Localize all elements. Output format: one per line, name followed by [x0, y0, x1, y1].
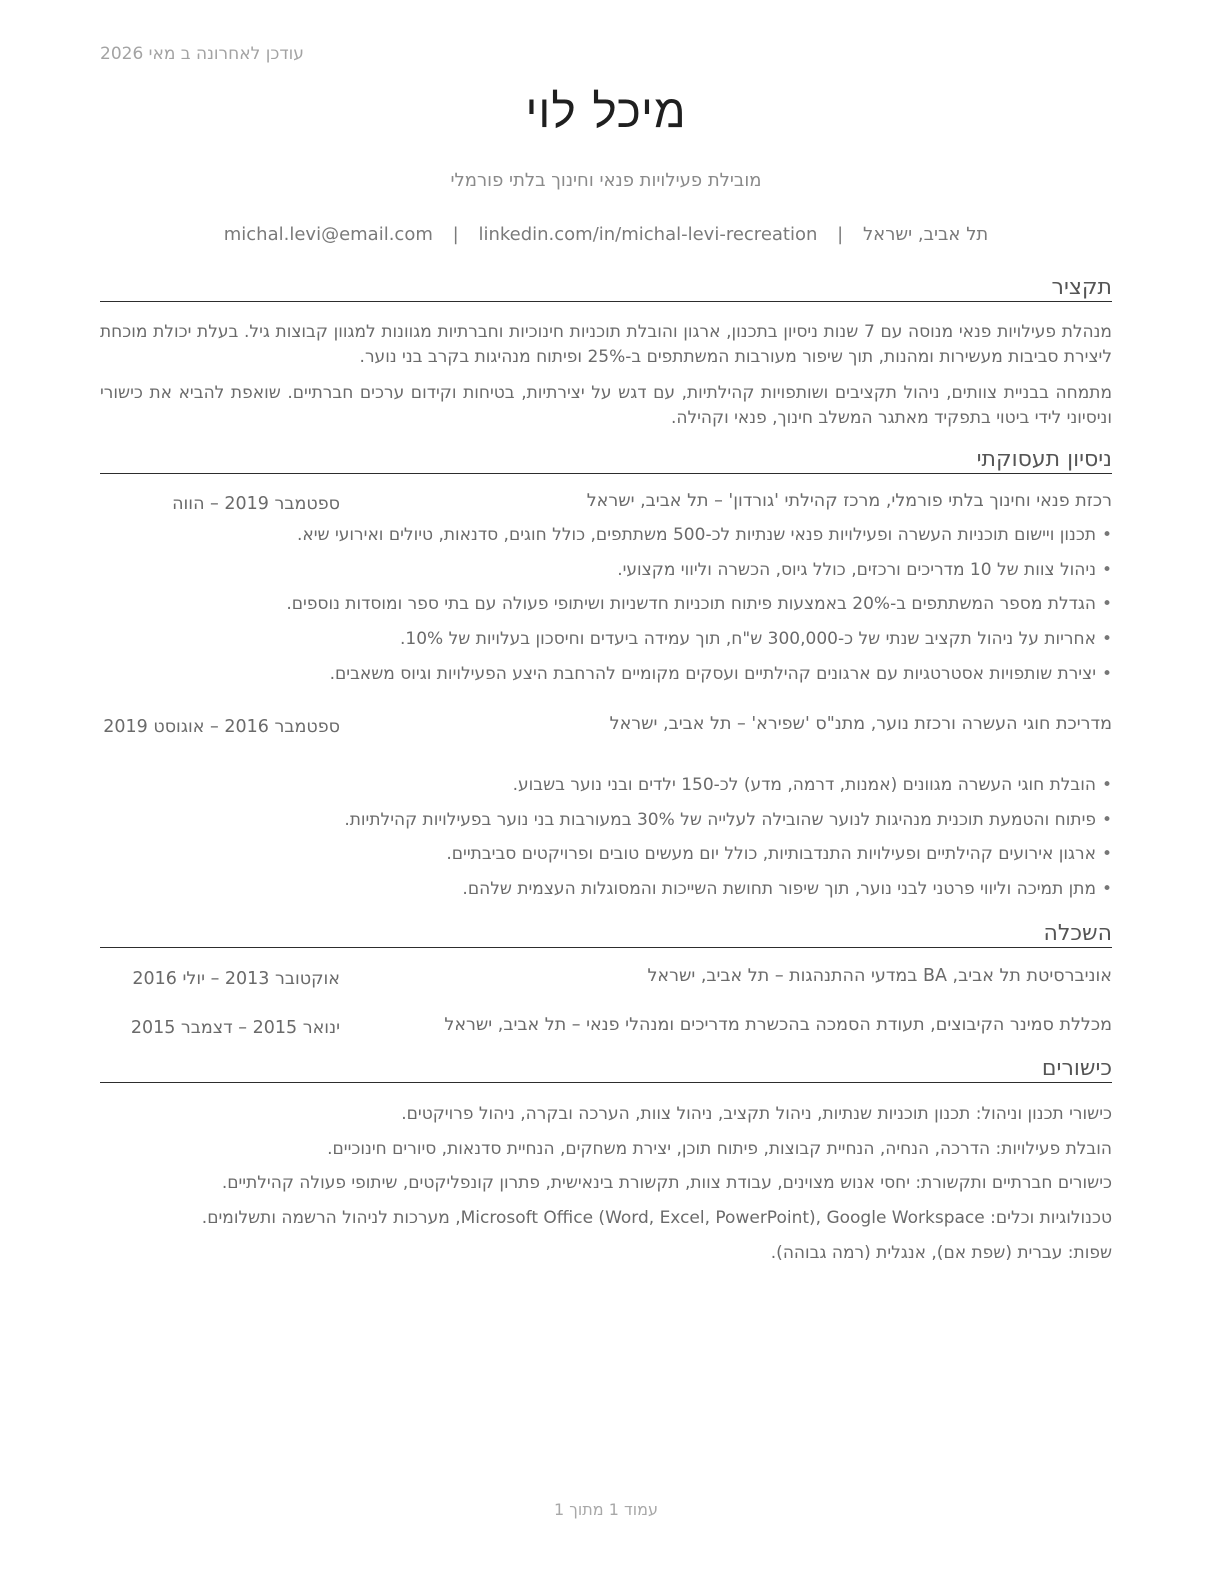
job-dates: ספטמבר 2019 – הווה [172, 494, 340, 514]
last-updated-note: עודכן לאחרונה ב מאי 2026 [100, 44, 304, 64]
candidate-title: מובילת פעילויות פנאי וחינוך בלתי פורמלי [450, 170, 762, 191]
list-item: • ארגון אירועים קהילתיים ופעילויות התנדבותיות, כולל יום מעשים טובים ופרויקטים סביבתיים. [100, 842, 1096, 877]
summary-paragraph-1: מנהלת פעילויות פנאי מנוסה עם 7 שנות ניסיון בתכנון, ארגון והובלת תוכניות חינוכיות וחברתיות מגוונות למגוון קבוצות גיל. בעלת יכולת מוכחת ליצירת סביבות מעשירות ומהנות, תוך שיפור מעורבות המשתתפים ב-25% ופיתוח מנהיגות בקרב בני נוער. [100, 322, 1112, 367]
page-number: עמוד 1 מתוך 1 [554, 1500, 658, 1519]
education-heading: השכלה [100, 921, 1112, 948]
list-item: • ניהול צוות של 10 מדריכים ורכזים, כולל גיוס, הכשרה וליווי מקצועי. [100, 558, 1096, 593]
education-institution: מכללת סמינר הקיבוצים, תעודת הסמכה בהכשרת מדריכים ומנהלי פנאי – תל אביב, ישראל [444, 1015, 1112, 1035]
list-item: • יצירת שותפויות אסטרטגיות עם ארגונים קהילתיים ועסקים מקומיים להרחבת היצע הפעילויות וגיוס משאבים. [100, 662, 1096, 697]
job-bullets [100, 773, 1112, 912]
job-dates: ספטמבר 2016 – אוגוסט 2019 [103, 717, 340, 737]
job-role: רכזת פנאי וחינוך בלתי פורמלי, מרכז קהילתי 'גורדון' – תל אביב, ישראל [586, 491, 1112, 511]
job-role: מדריכת חוגי העשרה ורכזת נוער, מתנ"ס 'שפירא' – תל אביב, ישראל [609, 714, 1112, 734]
experience-heading: ניסיון תעסוקתי [100, 447, 1112, 474]
job-bullets [100, 523, 1112, 696]
education-dates: ינואר 2015 – דצמבר 2015 [130, 1018, 340, 1038]
education-institution: אוניברסיטת תל אביב, BA במדעי ההתנהגות – תל אביב, ישראל [647, 966, 1112, 986]
list-item: • תכנון ויישום תוכניות העשרה ופעילויות פנאי שנתיות לכ-500 משתתפים, כולל חוגים, סדנאות, טיולים ואירועי שיא. [100, 523, 1096, 558]
skills-line: כישורי תכנון וניהול: תכנון תוכניות שנתיות, ניהול תקציב, ניהול צוות, הערכה ובקרה, ניהול פרויקטים. [401, 1104, 1112, 1124]
skills-line: טכנולוגיות וכלים: Microsoft Office (Word, Excel, PowerPoint), Google Workspace, מערכות לניהול הרשמה ותשלומים. [201, 1208, 1112, 1229]
summary-heading: תקציר [100, 275, 1112, 302]
contact-linkedin[interactable]: linkedin.com/in/michal-levi-recreation [478, 224, 818, 245]
contact-email[interactable]: michal.levi@email.com [223, 224, 433, 245]
list-item: • אחריות על ניהול תקציב שנתי של כ-300,000 ש"ח, תוך עמידה ביעדים וחיסכון בעלויות של 10%. [100, 627, 1096, 662]
resume-page [100, 0, 1112, 1584]
skills-heading: כישורים [100, 1056, 1112, 1083]
contact-separator: | [837, 224, 844, 245]
skills-line: שפות: עברית (שפת אם), אנגלית (רמה גבוהה). [770, 1242, 1112, 1263]
candidate-name: מיכל לוי [525, 84, 687, 138]
contact-location: תל אביב, ישראל [862, 224, 989, 245]
list-item: • מתן תמיכה וליווי פרטני לבני נוער, תוך שיפור תחושת השייכות והמסוגלות העצמית שלהם. [100, 877, 1096, 912]
list-item: • פיתוח והטמעת תוכנית מנהיגות לנוער שהובילה לעלייה של 30% במעורבות בני נוער בפעילויות קהילתיות. [100, 808, 1096, 843]
list-item: • הובלת חוגי העשרה מגוונים (אמנות, דרמה, מדע) לכ-150 ילדים ובני נוער בשבוע. [100, 773, 1096, 808]
contact-separator: | [452, 224, 459, 245]
skills-list [100, 1102, 1112, 1275]
skills-line: כישורים חברתיים ותקשורת: יחסי אנוש מצוינים, עבודת צוות, תקשורת בינאישית, פתרון קונפליקטים, שיתופי פעולה קהילתיים. [221, 1173, 1112, 1194]
summary-paragraph-2: מתמחה בבניית צוותים, ניהול תקציבים ושותפויות קהילתיות, עם דגש על יצירתיות, בטיחות וקידום ערכים חברתיים. שואפת להביא את כישורי וניסיוני לידי ביטוי בתפקיד מאתגר המשלב חינוך, פנאי וקהילה. [100, 383, 1112, 428]
education-dates: אוקטובר 2013 – יולי 2016 [132, 969, 340, 989]
contact-line [100, 224, 1112, 245]
skills-line: הובלת פעילויות: הדרכה, הנחיה, הנחיית קבוצות, פיתוח תוכן, יצירת משחקים, הנחיית סדנאות, סיורים חינוכיים. [327, 1138, 1112, 1159]
list-item: • הגדלת מספר המשתתפים ב-20% באמצעות פיתוח תוכניות חדשניות ושיתופי פעולה עם בתי ספר ומוסדות נוספים. [100, 592, 1096, 627]
